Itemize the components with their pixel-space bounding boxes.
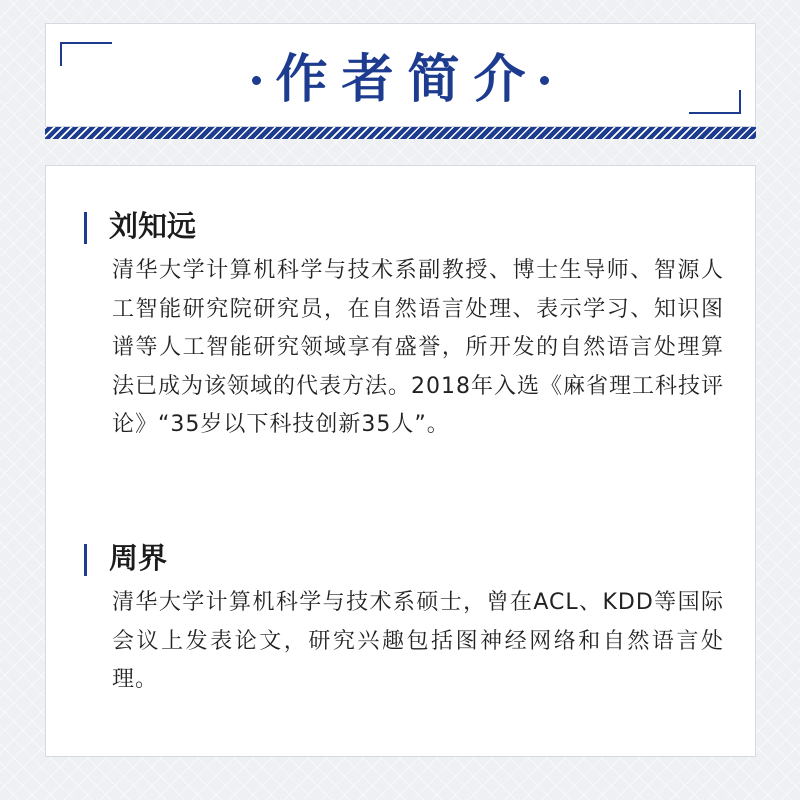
author-name: 周界	[109, 541, 168, 575]
author-section	[46, 206, 755, 445]
name-accent-bar	[84, 544, 87, 576]
content-card	[45, 165, 756, 757]
name-accent-bar	[84, 212, 87, 244]
author-name: 刘知远	[109, 209, 197, 243]
dot-icon	[540, 76, 549, 85]
title-row	[46, 50, 755, 110]
author-name-row	[46, 206, 755, 246]
header-banner	[45, 23, 756, 127]
striped-divider	[45, 127, 756, 139]
author-section	[46, 538, 755, 700]
page-title: 作者简介	[275, 50, 540, 110]
author-bio: 清华大学计算机科学与技术系硕士，曾在ACL、KDD等国际会议上发表论文，研究兴趣包括图神经网络和自然语言处理。	[112, 590, 724, 692]
author-bio: 清华大学计算机科学与技术系副教授、博士生导师、智源人工智能研究院研究员，在自然语言处理、表示学习、知识图谱等人工智能研究领域享有盛誉，所开发的自然语言处理算法已成为该领域的代表方法。2018年入选《麻省理工科技评论》“35岁以下科技创新35人”。	[112, 258, 724, 437]
author-name-row	[46, 538, 755, 578]
dot-icon	[252, 76, 261, 85]
